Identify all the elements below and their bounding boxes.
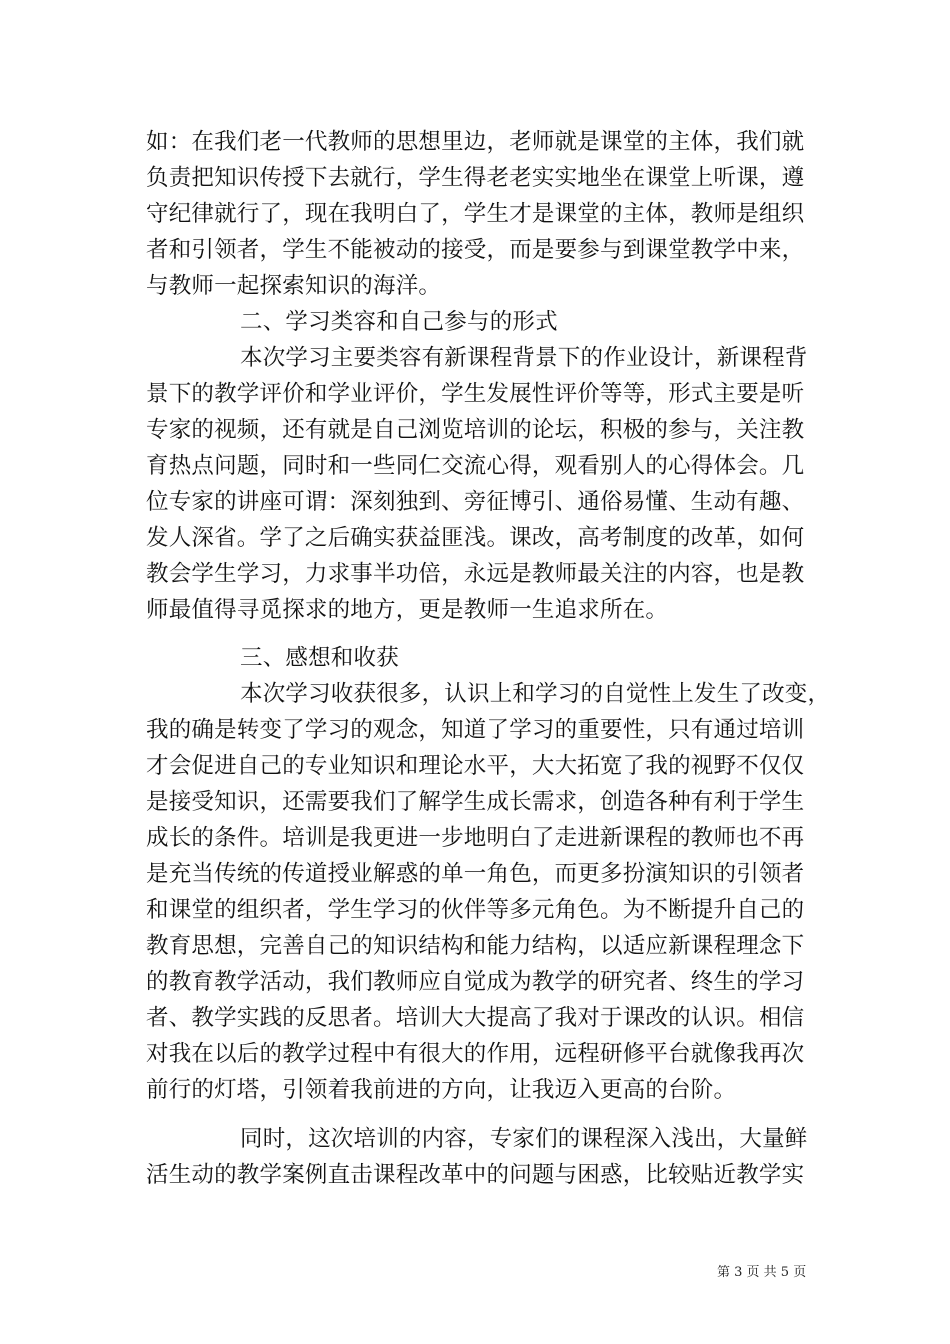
body-text-line: 守纪律就行了，现在我明白了，学生才是课堂的主体，教师是组织: [146, 201, 805, 227]
body-text-line: 发人深省。学了之后确实获益匪浅。课改，高考制度的改革，如何: [146, 525, 805, 551]
body-text-line: 本次学习收获很多，认识上和学习的自觉性上发生了改变，: [240, 681, 831, 707]
body-text-line: 同时，这次培训的内容，专家们的课程深入浅出，大量鲜: [240, 1126, 808, 1152]
body-text-line: 是充当传统的传道授业解惑的单一角色，而更多扮演知识的引领者: [146, 861, 805, 887]
body-text-line: 我的确是转变了学习的观念，知道了学习的重要性，只有通过培训: [146, 717, 805, 743]
body-text-line: 对我在以后的教学过程中有很大的作用，远程研修平台就像我再次: [146, 1041, 805, 1067]
body-text-line: 前行的灯塔，引领着我前进的方向，让我迈入更高的台阶。: [146, 1077, 737, 1103]
body-text-line: 专家的视频，还有就是自己浏览培训的论坛，积极的参与，关注教: [146, 417, 805, 443]
body-text-line: 活生动的教学案例直击课程改革中的问题与困惑，比较贴近教学实: [146, 1162, 805, 1188]
body-text-line: 位专家的讲座可谓：深刻独到、旁征博引、通俗易懂、生动有趣、: [146, 489, 805, 515]
body-text-line: 成长的条件。培训是我更进一步地明白了走进新课程的教师也不再: [146, 825, 805, 851]
body-text-line: 才会促进自己的专业知识和理论水平，大大拓宽了我的视野不仅仅: [146, 753, 805, 779]
body-text-line: 是接受知识，还需要我们了解学生成长需求，创造各种有利于学生: [146, 789, 805, 815]
body-text-line: 育热点问题，同时和一些同仁交流心得，观看别人的心得体会。几: [146, 453, 805, 479]
body-text-line: 者、教学实践的反思者。培训大大提高了我对于课改的认识。相信: [146, 1005, 805, 1031]
page-number: 第 3 页 共 5 页: [717, 1265, 807, 1280]
section-heading: 三、感想和收获: [240, 645, 399, 671]
body-text-line: 教育思想，完善自己的知识结构和能力结构，以适应新课程理念下: [146, 933, 805, 959]
body-text-line: 的教育教学活动，我们教师应自觉成为教学的研究者、终生的学习: [146, 969, 805, 995]
body-text-line: 和课堂的组织者，学生学习的伙伴等多元角色。为不断提升自己的: [146, 897, 805, 923]
body-text-line: 与教师一起探索知识的海洋。: [146, 273, 442, 299]
body-text-line: 负责把知识传授下去就行，学生得老老实实地坐在课堂上听课，遵: [146, 165, 805, 191]
section-heading: 二、学习类容和自己参与的形式: [240, 309, 558, 335]
body-text-line: 教会学生学习，力求事半功倍，永远是教师最关注的内容，也是教: [146, 561, 805, 587]
body-text-line: 者和引领者，学生不能被动的接受，而是要参与到课堂教学中来，: [146, 237, 805, 263]
body-text-line: 师最值得寻觅探求的地方，更是教师一生追求所在。: [146, 597, 669, 623]
body-text-line: 如：在我们老一代教师的思想里边，老师就是课堂的主体，我们就: [146, 129, 805, 155]
body-text-line: 本次学习主要类容有新课程背景下的作业设计，新课程背: [240, 345, 808, 371]
body-text-line: 景下的教学评价和学业评价，学生发展性评价等等，形式主要是听: [146, 381, 805, 407]
